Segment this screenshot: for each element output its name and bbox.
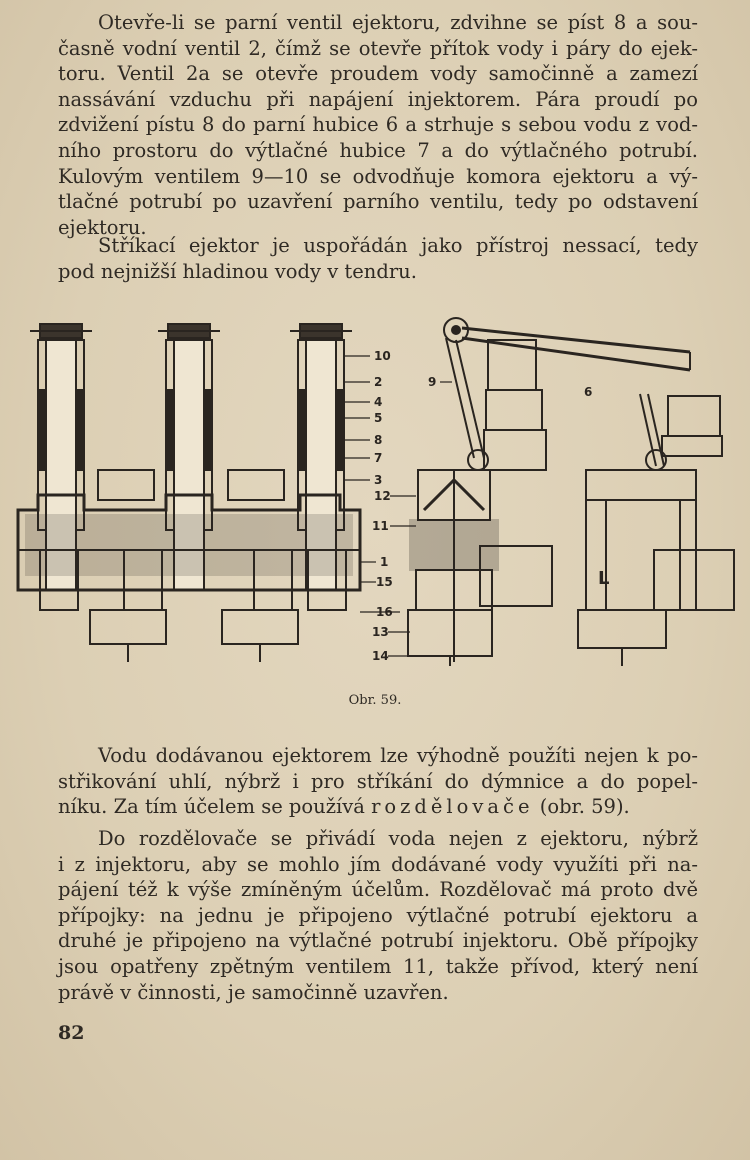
text-line: přípojky: na jednu je připojeno výtlačné potrubí ejektoru a xyxy=(58,903,698,927)
text-line: tlačné potrubí po uzavření parního ventilu, tedy po odstavení xyxy=(58,190,698,214)
text-line: i z injektoru, aby se mohlo jím dodávané vody využíti při na- xyxy=(58,852,698,876)
text-line: ního prostoru do výtlačné hubice 7 a do výtlačného potrubí. xyxy=(58,138,698,162)
figure-label: 1 xyxy=(380,555,389,569)
figure-label: 10 xyxy=(374,349,391,363)
paragraph-ejector-operation xyxy=(58,10,698,240)
text-line: druhé je připojeno na výtlačné potrubí injektoru. Obě přípojky xyxy=(58,929,698,953)
figure-label: 15 xyxy=(376,575,393,589)
figure-label: 12 xyxy=(374,489,391,503)
figure-label: 6 xyxy=(584,385,593,399)
distributor-front-view xyxy=(18,324,360,662)
figure-label: 14 xyxy=(372,649,389,663)
text-line: zdvižení pístu 8 do parní hubice 6 a strhuje s sebou vodu z vod- xyxy=(58,113,698,137)
text-line xyxy=(58,794,698,820)
text-line: pájení též k výše zmíněným účelům. Rozdělovač má proto dvě xyxy=(58,878,698,902)
figure-59-distributor-drawing xyxy=(0,310,750,690)
paragraph-distributor-connections xyxy=(58,826,698,1005)
text-line: Do rozdělovače se přivádí voda nejen z ejektoru, nýbrž xyxy=(98,827,698,850)
figure-label: 9 xyxy=(428,375,437,389)
emphasized-term: rozdělovače xyxy=(371,795,534,819)
text-line: jsou opatřeny zpětným ventilem 11, takže přívod, který není xyxy=(58,954,698,978)
text-line: nassávání vzduchu při napájení injektorem. Pára proudí po xyxy=(58,87,698,111)
check-valve-section xyxy=(408,470,498,666)
figure-label: 11 xyxy=(372,519,389,533)
figure-label: 4 xyxy=(374,395,383,409)
text-line: časně vodní ventil 2, čímž se otevře přítok vody i páry do ejek- xyxy=(58,36,698,60)
distributor-side-view xyxy=(578,394,734,666)
figure-label: 8 xyxy=(374,433,383,447)
text-run: níku. Za tím účelem se používá xyxy=(58,795,372,819)
text-line: střikování uhlí, nýbrž i pro stříkání do dýmnice a do popel- xyxy=(58,769,698,793)
paragraph-distributor-use xyxy=(58,743,698,820)
page-number: 82 xyxy=(58,1022,85,1044)
text-line: Kulovým ventilem 9—10 se odvodňuje komora ejektoru a vý- xyxy=(58,164,698,188)
text-line: toru. Ventil 2a se otevře proudem vody samočinně a zamezí xyxy=(58,62,698,86)
figure-label: 7 xyxy=(374,451,383,465)
figure-label: 13 xyxy=(372,625,389,639)
figure-label: 3 xyxy=(374,473,383,487)
text-line: právě v činnosti, je samočinně uzavřen. xyxy=(58,980,449,1004)
figure-label: 16 xyxy=(376,605,393,619)
text-run: (obr. 59). xyxy=(533,795,630,819)
paragraph-spray-ejector xyxy=(58,233,698,284)
text-line: Otevře-li se parní ventil ejektoru, zdvihne se píst 8 a sou- xyxy=(98,11,698,34)
figure-label: L xyxy=(598,568,610,589)
figure-label: 2 xyxy=(374,375,383,389)
figure-caption: Obr. 59. xyxy=(348,693,402,708)
text-line: Vodu dodávanou ejektorem lze výhodně použíti nejen k po- xyxy=(98,744,698,767)
text-line: pod nejnižší hladinou vody v tendru. xyxy=(58,259,417,283)
text-line: Stříkací ejektor je uspořádán jako přístroj nessací, tedy xyxy=(98,234,698,257)
figure-label: 5 xyxy=(374,411,383,425)
text-line: ejektoru. xyxy=(58,215,147,239)
